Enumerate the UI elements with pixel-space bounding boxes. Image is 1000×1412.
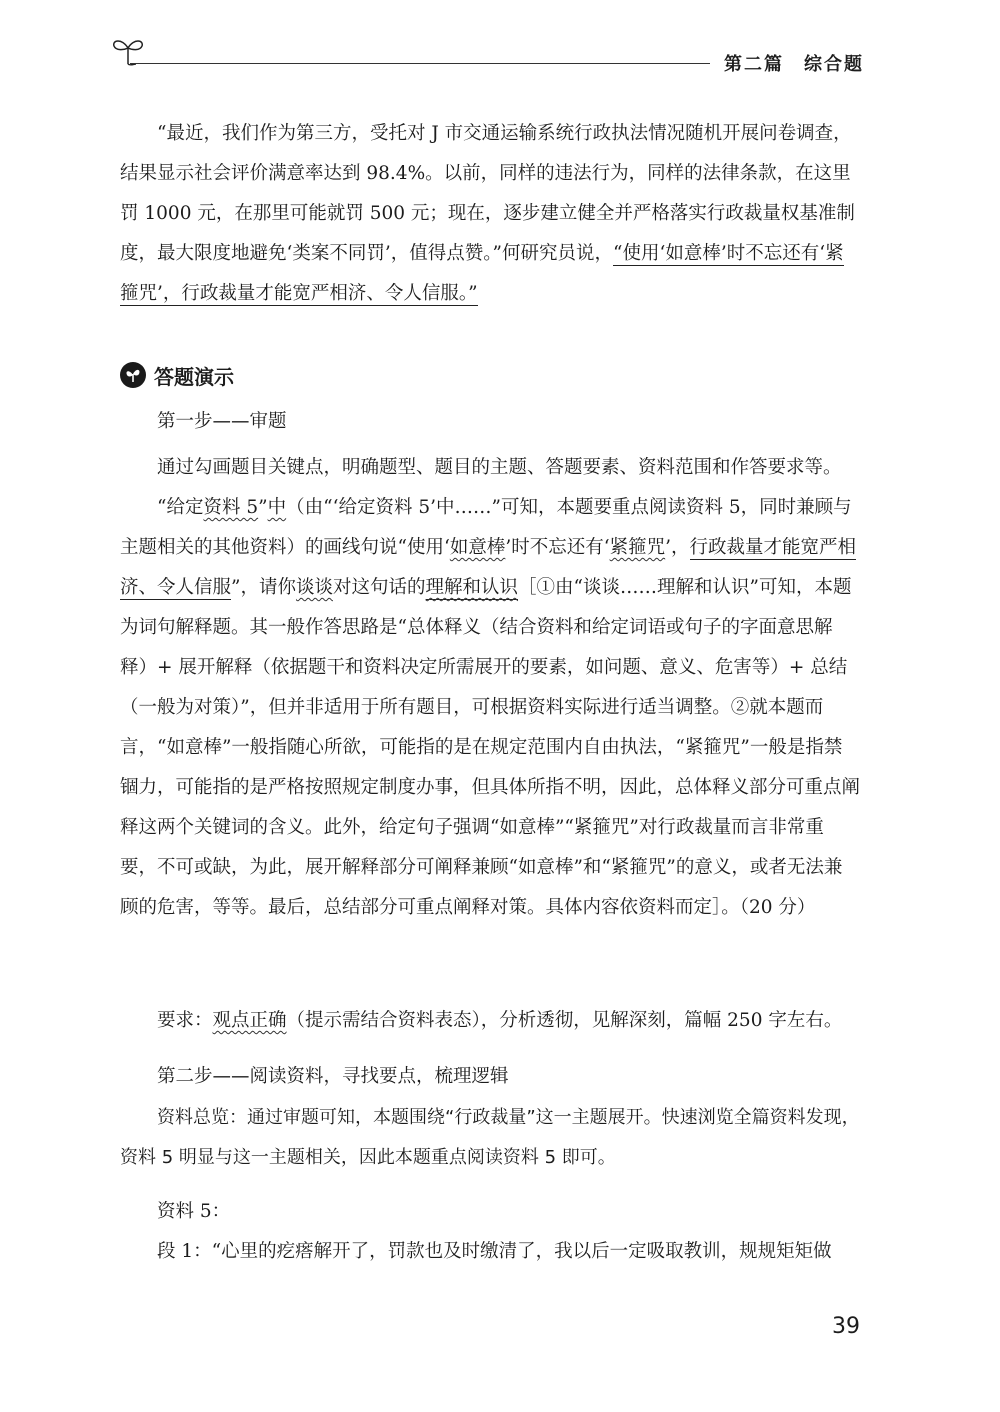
section-title: 答题演示 [154, 364, 234, 389]
requirement-text: （提示需结合资料表态），分析透彻，见解深刻，篇幅 250 字左右。 [286, 1010, 843, 1031]
keyword-understanding: 理解和认识 [425, 577, 519, 598]
analysis-text: （由“‘给定资料 5’中……”可知，本题要重点阅读资料 5，同时兼顾与主题相关的其他资料）的画线句说“使用‘ [120, 497, 852, 558]
analysis-underlined: 行政裁量才能宽严相济、令人信服 [120, 537, 857, 598]
step2-overview: 资料总览：通过审题可知，本题围绕“行政裁量”这一主题展开。快速浏览全篇资料发现，资料 5 明显与这一主题相关，因此本题重点阅读资料 5 即可。 [120, 1107, 860, 1168]
step2-title: 第二步——阅读资料，寻找要点，梳理逻辑 [157, 1066, 509, 1087]
analysis-text: ”，请你 [231, 577, 296, 598]
step1-title: 第一步——审题 [157, 411, 287, 432]
analysis-text: ’， [665, 537, 690, 558]
analysis-text: ［①由“谈谈……理解和认识”可知，本题为词句解释题。其一般作答思路是“总体释义（结合资料和给定词语或句子的字面意思解释）+ 展开解释（依据题干和资料决定所需展开的要素，如问题、意义、危害等）+ 总结（一般为对策）”，但并非适用于所有题目，可根据资料实际进行适当调整。②就本题而言，“如意棒”一般指随心所欲，可能指的是在规定范围内自由执法，“紧箍咒”一般是指禁锢力，可能指的是严格按照规定制度办事，但具体所指不明，因此，总体释义部分可重点阐释这两个关键词的含义。此外，给定句子强调“如意棒”“紧箍咒”对行政裁量而言非常重要，不可或缺，为此，展开解释部分可阐释兼顾“如意棒”和“紧箍咒”的意义，或者无法兼顾的危害，等等。最后，总结部分可重点阐释对策。具体内容依资料而定］。（20 分） [120, 577, 861, 918]
header-rule [130, 63, 710, 64]
step1-requirement [120, 1001, 860, 1041]
header-title: 第二篇 综合题 [724, 54, 864, 75]
requirement-prefix: 要求： [157, 1010, 213, 1031]
quote-text: “最近，我们作为第三方，受托对 J 市交通运输系统行政执法情况随机开展问卷调查，结果显示社会评价满意率达到 98.4%。以前，同样的违法行为，同样的法律条款，在这里罚 1000 元，在那里可能就罚 500 元；现在，逐步建立健全并严格落实行政裁量权基准制度，最大限度地避免‘类案不同罚’，值得点赞。”何研究员说， [120, 123, 855, 264]
step1-analysis [120, 488, 860, 928]
keyword-ruyibang: 如意棒 [449, 537, 506, 558]
keyword-jingu: 紧箍咒 [609, 537, 666, 558]
keyword-in: 中 [267, 497, 287, 518]
page-number: 39 [832, 1314, 860, 1339]
analysis-text: ’时不忘还有‘ [505, 537, 610, 558]
leaf-icon [120, 362, 146, 388]
analysis-text: 对这句话的 [333, 577, 426, 598]
material-label: 资料 5： [157, 1201, 231, 1222]
requirement-keyword: 观点正确 [212, 1010, 287, 1031]
keyword-material: 资料 5 [203, 497, 259, 518]
analysis-text: ” [258, 497, 268, 518]
page-header [108, 34, 864, 74]
analysis-text: “给定 [157, 497, 204, 518]
step1-intro: 通过勾画题目关键点，明确题型、题目的主题、答题要素、资料范围和作答要求等。 [157, 457, 842, 478]
material-paragraph: 段 1：“心里的疙瘩解开了，罚款也及时缴清了，我以后一定吸取教训，规规矩矩做 [157, 1241, 832, 1262]
section-heading [120, 358, 234, 392]
keyword-tantan: 谈谈 [295, 577, 333, 598]
quote-underlined: “使用‘如意棒’时不忘还有‘紧箍咒’，行政裁量才能宽严相济、令人信服。” [120, 243, 844, 304]
quote-paragraph [120, 114, 860, 314]
